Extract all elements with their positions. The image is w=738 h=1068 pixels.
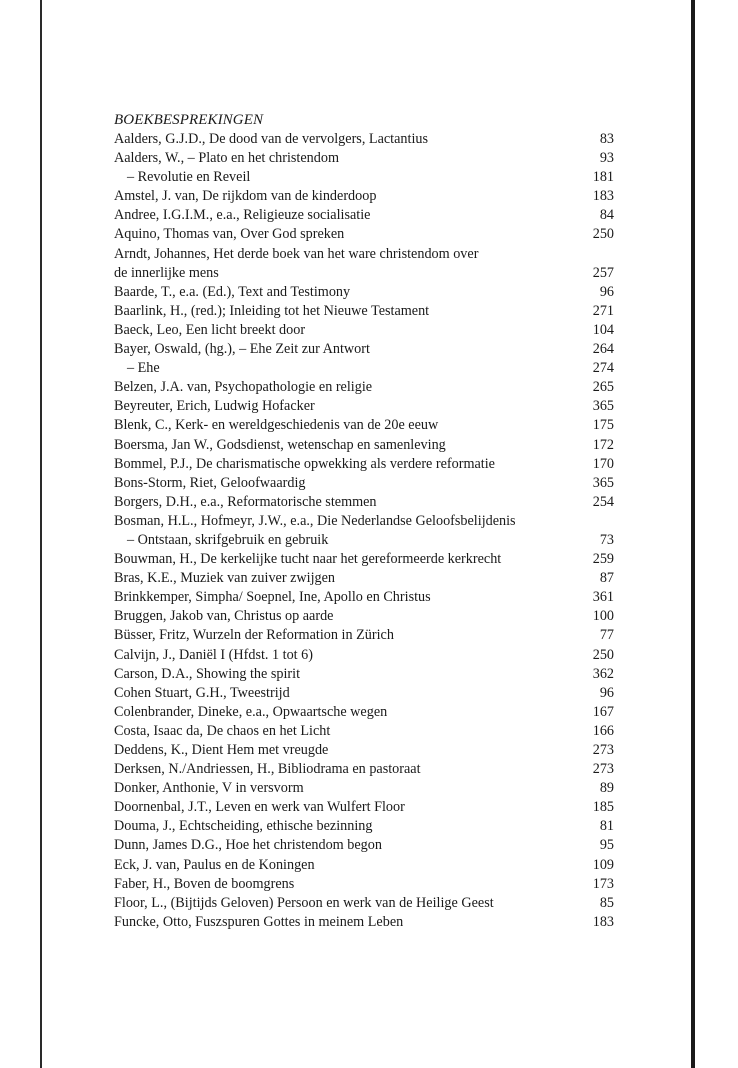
entry-page-number: 84 — [599, 207, 614, 224]
entry-title — [114, 913, 574, 932]
entry-title-line: Andree, I.G.I.M., e.a., Religieuze socialisatie — [114, 207, 371, 224]
entry-page-number: 96 — [599, 283, 614, 300]
entry-page-number: 265 — [592, 379, 614, 396]
index-entry — [114, 684, 614, 703]
index-entry — [114, 607, 614, 626]
entry-page-number: 361 — [592, 589, 614, 606]
entry-page-number: 250 — [592, 646, 614, 663]
entry-title-line: – Ehe — [127, 360, 160, 377]
index-entry — [114, 474, 614, 493]
entry-title — [114, 684, 574, 703]
entry-page-number: 170 — [592, 455, 614, 472]
entry-title — [114, 378, 574, 397]
index-entry — [114, 168, 614, 187]
index-entry — [114, 646, 614, 665]
entry-page-number: 271 — [592, 302, 614, 319]
entry-page-number: 167 — [592, 703, 614, 720]
entry-title-line: Dunn, James D.G., Hoe het christendom begon — [114, 837, 382, 854]
entry-page-number: 264 — [592, 341, 614, 358]
index-entry — [114, 626, 614, 645]
entry-title-line: de innerlijke mens — [114, 264, 219, 281]
entry-title — [114, 836, 574, 855]
entry-page-number: 362 — [592, 665, 614, 682]
entry-title — [114, 703, 574, 722]
index-entry — [114, 779, 614, 798]
index-entry — [114, 741, 614, 760]
entry-page-number: 87 — [599, 570, 614, 587]
entry-title — [114, 550, 574, 569]
entry-page-number: 89 — [599, 780, 614, 797]
entry-title-line: Bons-Storm, Riet, Geloofwaardig — [114, 474, 306, 491]
entry-title-line: Borgers, D.H., e.a., Reformatorische stemmen — [114, 493, 377, 510]
entry-title-line: Calvijn, J., Daniël I (Hfdst. 1 tot 6) — [114, 646, 313, 663]
entry-title — [114, 206, 574, 225]
entry-title-line: Bouwman, H., De kerkelijke tucht naar het gereformeerde kerkrecht — [114, 551, 502, 568]
entry-page-number: 181 — [592, 169, 614, 186]
entry-title-line: Bommel, P.J., De charismatische opwekking als verdere reformatie — [114, 455, 495, 472]
entry-title — [114, 626, 574, 645]
index-entry — [114, 875, 614, 894]
index-entry — [114, 455, 614, 474]
index-entry — [114, 856, 614, 875]
entry-page-number: 365 — [592, 398, 614, 415]
entry-page-number: 254 — [592, 493, 614, 510]
entry-title — [114, 875, 574, 894]
entry-page-number: 172 — [592, 436, 614, 453]
entry-title — [114, 455, 574, 474]
entry-title — [114, 894, 574, 913]
index-entries — [114, 130, 614, 932]
entry-title-line: Bayer, Oswald, (hg.), – Ehe Zeit zur Antwort — [114, 341, 370, 358]
entry-page-number: 365 — [592, 474, 614, 491]
entry-title-line: Douma, J., Echtscheiding, ethische bezinning — [114, 818, 373, 835]
entry-page-number: 109 — [592, 856, 614, 873]
entry-title — [114, 245, 574, 283]
entry-title-line: Baarde, T., e.a. (Ed.), Text and Testimony — [114, 283, 351, 300]
index-entry — [114, 436, 614, 455]
entry-title — [114, 474, 574, 493]
entry-title — [114, 588, 574, 607]
entry-title — [114, 397, 574, 416]
entry-page-number: 183 — [592, 188, 614, 205]
entry-title-line: Aalders, G.J.D., De dood van de vervolgers, Lactantius — [114, 131, 429, 147]
index-entry — [114, 206, 614, 225]
entry-page-number: 81 — [599, 818, 614, 835]
entry-title — [114, 798, 574, 817]
entry-title-line: Boersma, Jan W., Godsdienst, wetenschap en samenleving — [114, 436, 446, 453]
entry-page-number: 104 — [592, 321, 614, 338]
entry-page-number: 175 — [592, 417, 614, 434]
index-entry — [114, 512, 614, 531]
entry-title — [114, 760, 574, 779]
section-heading: BOEKBESPREKINGEN — [114, 112, 264, 128]
entry-title-line: Baarlink, H., (red.); Inleiding tot het Nieuwe Testament — [114, 302, 430, 319]
index-entry — [114, 894, 614, 913]
index-entry — [114, 359, 614, 378]
entry-page-number: 83 — [599, 131, 614, 147]
entry-title — [114, 321, 574, 340]
entry-title-line: Deddens, K., Dient Hem met vreugde — [114, 742, 329, 758]
entry-title — [114, 531, 574, 550]
entry-title-line: Arndt, Johannes, Het derde boek van het ware christendom over — [114, 245, 479, 262]
entry-title-line: – Revolutie en Reveil — [127, 169, 251, 186]
index-entry — [114, 187, 614, 206]
entry-title-line: Donker, Anthonie, V in versvorm — [114, 780, 304, 797]
index-entry — [114, 550, 614, 569]
index-entry — [114, 665, 614, 684]
index-entry — [114, 149, 614, 168]
entry-title-line: Baeck, Leo, Een licht breekt door — [114, 321, 306, 338]
index-entry — [114, 225, 614, 244]
entry-page-number: 95 — [599, 837, 614, 854]
entry-page-number: 250 — [592, 226, 614, 243]
index-entry — [114, 493, 614, 512]
entry-title-line: Büsser, Fritz, Wurzeln der Reformation in Zürich — [114, 627, 394, 644]
entry-title-line: Bras, K.E., Muziek van zuiver zwijgen — [114, 570, 336, 587]
entry-title — [114, 817, 574, 836]
index-entry — [114, 340, 614, 359]
entry-title — [114, 607, 574, 626]
entry-title — [114, 856, 574, 875]
entry-title-line: Cohen Stuart, G.H., Tweestrijd — [114, 684, 290, 701]
entry-page-number: 257 — [592, 264, 614, 281]
entry-title-line: Carson, D.A., Showing the spirit — [114, 665, 301, 682]
index-entry — [114, 321, 614, 340]
entry-page-number: 273 — [592, 761, 614, 778]
entry-title — [114, 665, 574, 684]
entry-title-line: Beyreuter, Erich, Ludwig Hofacker — [114, 398, 315, 415]
index-entry — [114, 913, 614, 932]
index-entry — [114, 836, 614, 855]
entry-title — [114, 493, 574, 512]
entry-title — [114, 741, 574, 760]
index-entry — [114, 760, 614, 779]
index-entry — [114, 588, 614, 607]
index-entry — [114, 416, 614, 435]
entry-page-number: 77 — [599, 627, 614, 644]
entry-page-number: 166 — [592, 722, 614, 739]
entry-title — [114, 646, 574, 665]
entry-title — [114, 569, 574, 588]
entry-title-line: Floor, L., (Bijtijds Geloven) Persoon en werk van de Heilige Geest — [114, 894, 494, 911]
entry-title-line: Aalders, W., – Plato en het christendom — [114, 150, 339, 167]
entry-title — [114, 512, 574, 531]
entry-page-number: 73 — [599, 531, 614, 548]
entry-title — [114, 149, 574, 168]
page-right-edge — [691, 0, 695, 1068]
index-entry — [114, 722, 614, 741]
entry-title-line: Belzen, J.A. van, Psychopathologie en religie — [114, 379, 373, 396]
entry-title — [114, 225, 574, 244]
index-entry — [114, 397, 614, 416]
page-left-edge — [40, 0, 42, 1068]
index-entry — [114, 531, 614, 550]
entry-page-number: 93 — [599, 150, 614, 167]
entry-title-line: Doornenbal, J.T., Leven en werk van Wulfert Floor — [114, 799, 405, 816]
entry-title — [114, 340, 574, 359]
entry-title — [114, 187, 574, 206]
entry-title-line: Colenbrander, Dineke, e.a., Opwaartsche wegen — [114, 703, 388, 720]
entry-title-line: – Ontstaan, skrifgebruik en gebruik — [127, 531, 329, 548]
entry-page-number: 273 — [592, 742, 614, 758]
entry-title-line: Bruggen, Jakob van, Christus op aarde — [114, 608, 334, 625]
index-entry — [114, 703, 614, 722]
entry-title — [114, 283, 574, 302]
entry-page-number: 173 — [592, 875, 614, 892]
entry-title-line: Blenk, C., Kerk- en wereldgeschiedenis van de 20e eeuw — [114, 417, 439, 434]
index-entry — [114, 378, 614, 397]
entry-page-number: 274 — [592, 360, 614, 377]
entry-title — [114, 779, 574, 798]
index-entry — [114, 302, 614, 321]
entry-title — [114, 168, 574, 187]
entry-title-line: Derksen, N./Andriessen, H., Bibliodrama en pastoraat — [114, 761, 421, 778]
entry-title-line: Funcke, Otto, Fuszspuren Gottes in meinem Leben — [114, 913, 404, 930]
entry-page-number: 100 — [592, 608, 614, 625]
entry-title — [114, 359, 574, 378]
entry-title — [114, 302, 574, 321]
entry-title-line: Eck, J. van, Paulus en de Koningen — [114, 856, 315, 873]
index-entry — [114, 245, 614, 283]
entry-title — [114, 130, 574, 149]
entry-title-line: Bosman, H.L., Hofmeyr, J.W., e.a., Die Nederlandse Geloofsbelijdenis — [114, 512, 516, 529]
entry-page-number: 183 — [592, 913, 614, 930]
entry-title-line: Costa, Isaac da, De chaos en het Licht — [114, 722, 331, 739]
entry-title-line: Amstel, J. van, De rijkdom van de kinderdoop — [114, 188, 377, 205]
entry-title — [114, 722, 574, 741]
entry-title-line: Faber, H., Boven de boomgrens — [114, 875, 295, 892]
entry-title — [114, 436, 574, 455]
entry-page-number: 259 — [592, 551, 614, 568]
entry-title-line: Aquino, Thomas van, Over God spreken — [114, 226, 345, 243]
index-entry — [114, 569, 614, 588]
index-entry — [114, 817, 614, 836]
entry-page-number: 185 — [592, 799, 614, 816]
entry-page-number: 96 — [599, 684, 614, 701]
index-entry — [114, 283, 614, 302]
index-entry — [114, 130, 614, 149]
entry-page-number: 85 — [599, 894, 614, 911]
entry-title — [114, 416, 574, 435]
book-review-index — [114, 111, 614, 932]
entry-title-line: Brinkkemper, Simpha/ Soepnel, Ine, Apollo en Christus — [114, 589, 431, 606]
index-entry — [114, 798, 614, 817]
